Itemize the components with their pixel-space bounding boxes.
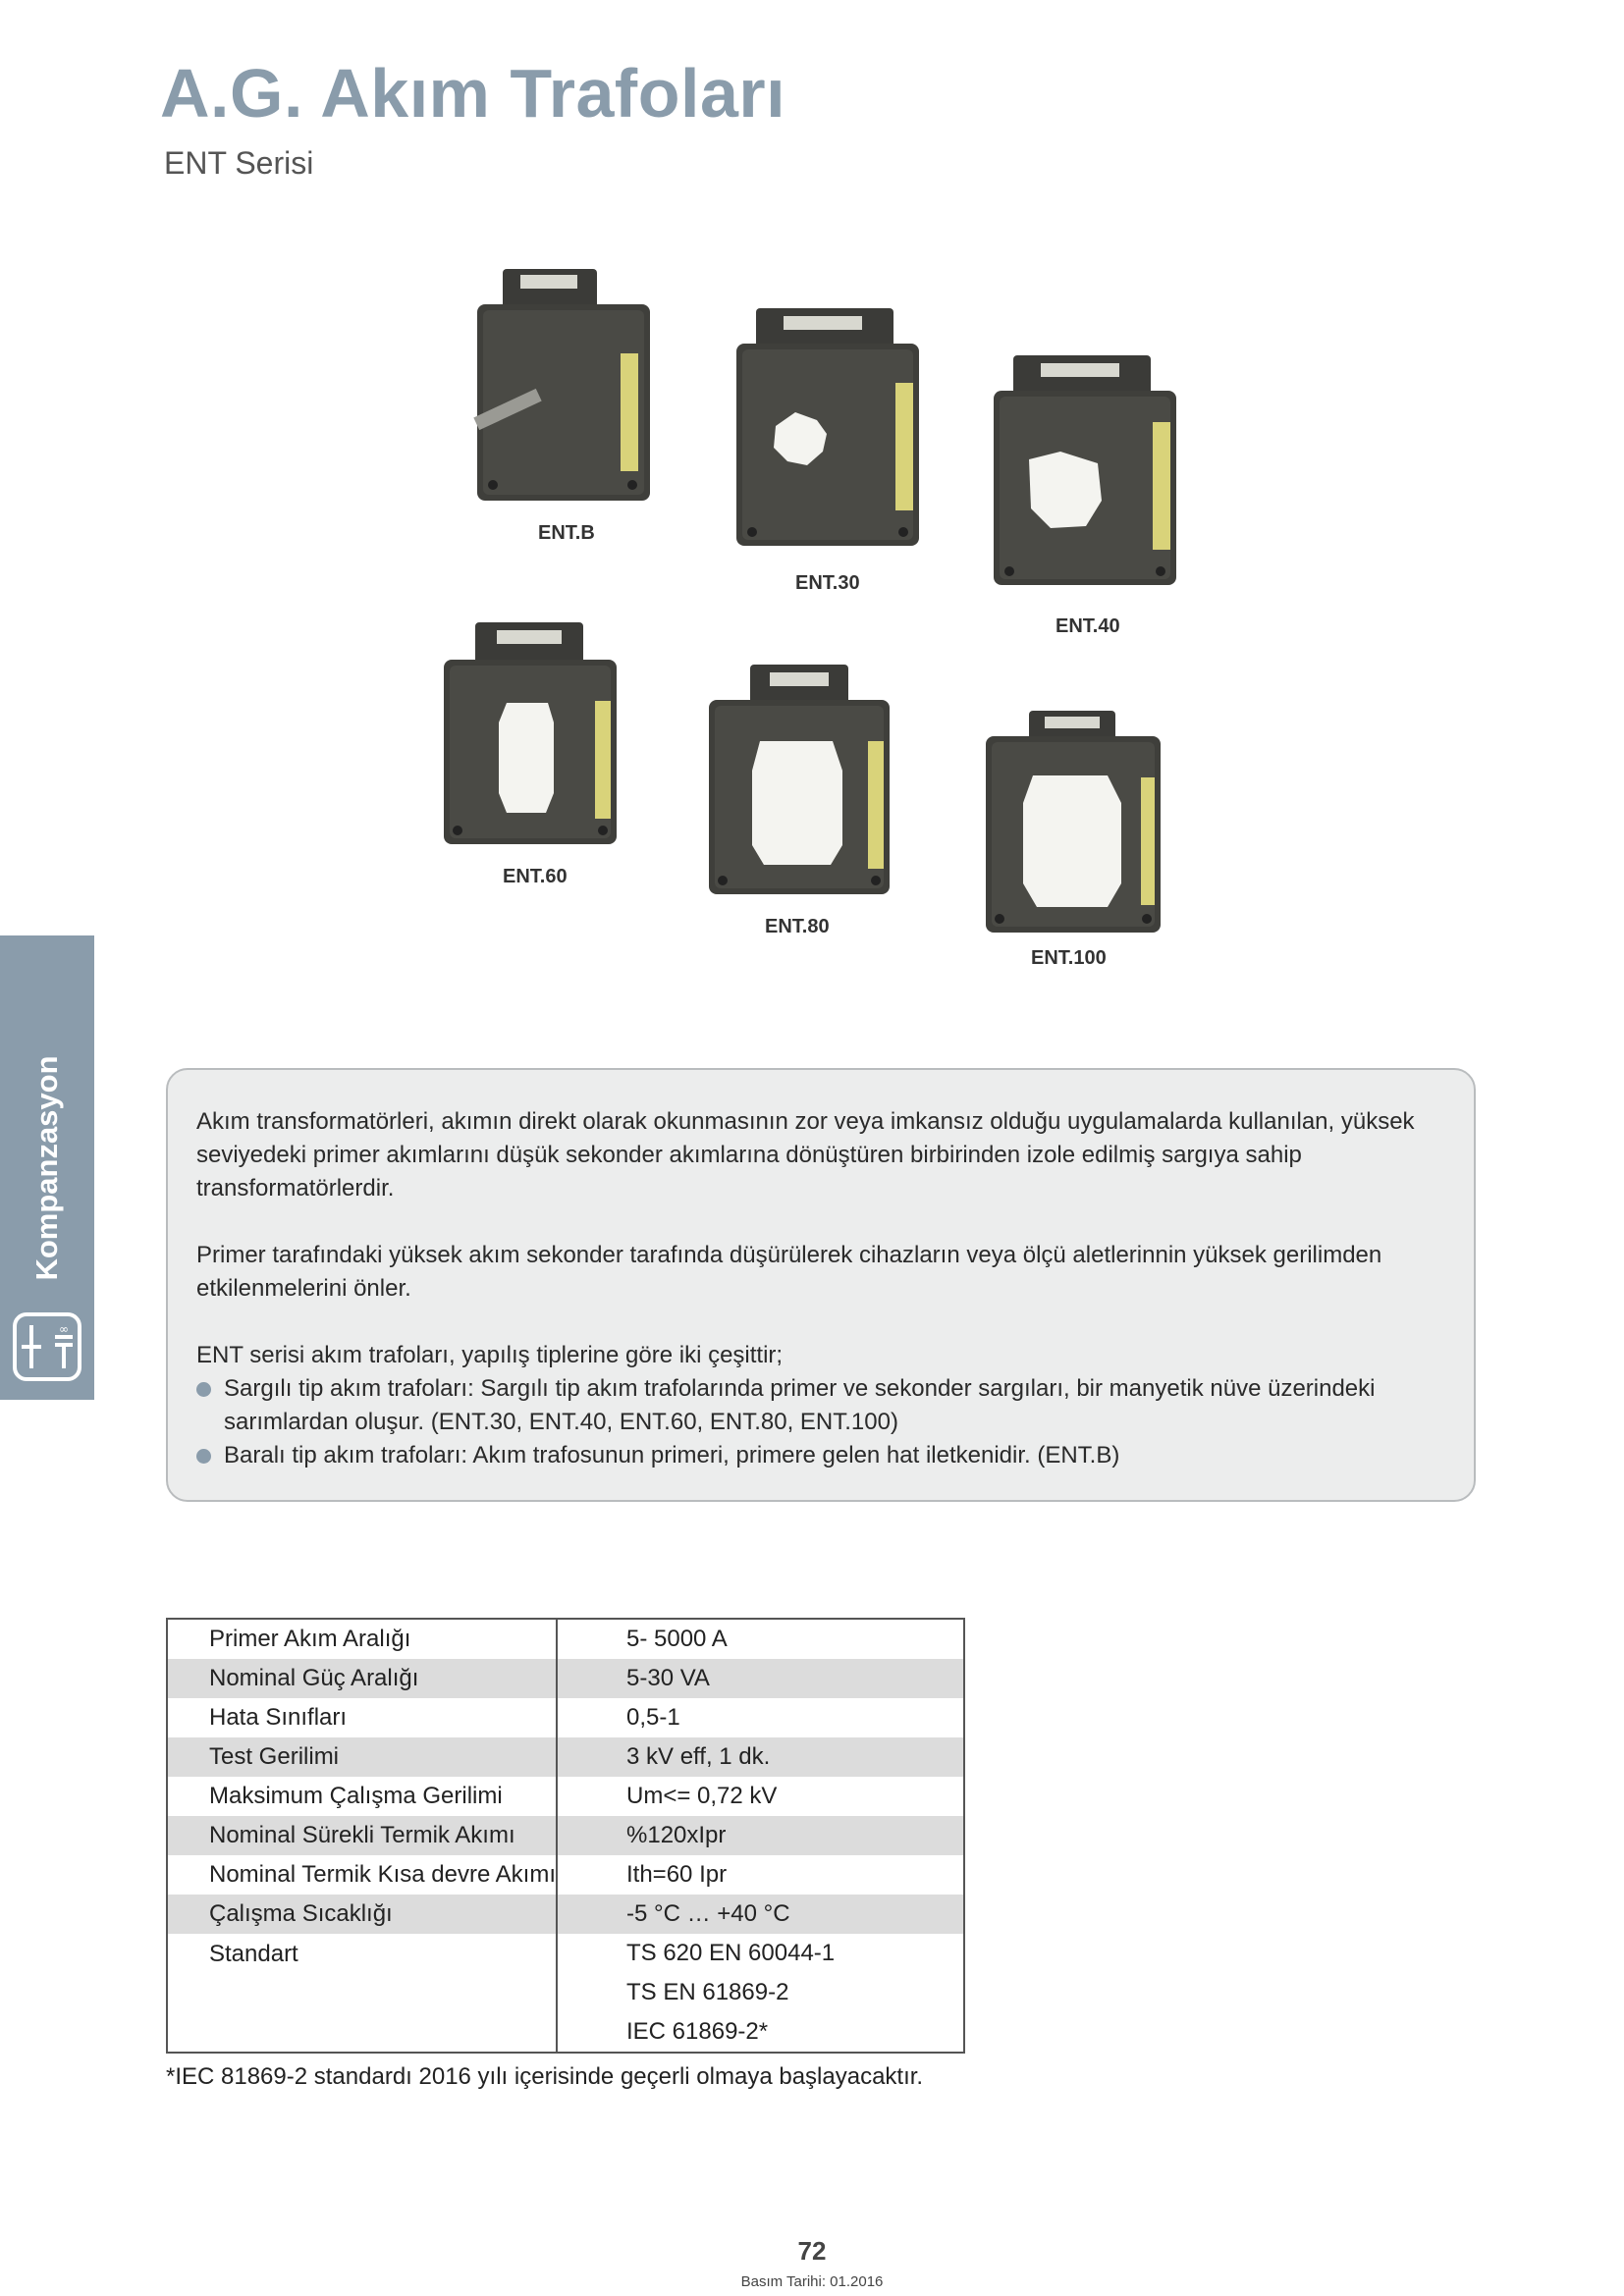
table-footnote: *IEC 81869-2 standardı 2016 yılı içerisinde geçerli olmaya başlayacaktır. bbox=[166, 2063, 924, 2090]
list-item-text: Baralı tip akım trafoları: Akım trafosunun primeri, primere gelen hat iletkenidir. (ENT.B) bbox=[224, 1442, 1120, 1468]
product-ent-60 bbox=[442, 620, 621, 848]
product-label: ENT.80 bbox=[765, 916, 830, 937]
product-label: ENT.B bbox=[538, 522, 595, 544]
product-label: ENT.100 bbox=[1031, 947, 1107, 969]
bullet-icon bbox=[196, 1449, 211, 1464]
current-transformer-image bbox=[984, 709, 1164, 936]
spec-value: -5 °C … +40 °C bbox=[557, 1895, 964, 1934]
spec-value: 5- 5000 A bbox=[626, 1626, 728, 1652]
svg-text:∞: ∞ bbox=[59, 1322, 69, 1336]
spec-value: TS 620 EN 60044-1 bbox=[626, 1940, 836, 1966]
spec-label: Nominal Güç Aralığı bbox=[167, 1659, 557, 1698]
bullet-icon bbox=[196, 1382, 211, 1397]
description-paragraph: ENT serisi akım trafoları, yapılış tiplerine göre iki çeşittir; bbox=[196, 1342, 784, 1368]
table-row bbox=[167, 1816, 964, 1855]
spec-value: TS EN 61869-2 bbox=[626, 1979, 789, 2005]
description-box bbox=[166, 1068, 1476, 1502]
list-item bbox=[196, 1372, 1438, 1439]
page-number: 72 bbox=[797, 2236, 827, 2266]
print-date: Basım Tarihi: 01.2016 bbox=[740, 2273, 884, 2290]
side-tab-label: Kompanzasyon bbox=[29, 1055, 64, 1281]
spec-label: Nominal Sürekli Termik Akımı bbox=[167, 1816, 557, 1855]
table-row bbox=[167, 1855, 964, 1895]
description-paragraph: Primer tarafındaki yüksek akım sekonder tarafında düşürülerek cihazların veya ölçü aletlerinnin yüksek gerilimden etkilenmelerini önler. bbox=[196, 1242, 1382, 1302]
spec-value: Ith=60 Ipr bbox=[626, 1861, 728, 1888]
list-item-text: Sargılı tip akım trafoları: Sargılı tip akım trafolarında primer ve sekonder sargıları, bir manyetik nüve üzerindeki sarımlardan oluşur. (ENT.30, ENT.40, ENT.60, ENT.80, ENT.100) bbox=[224, 1375, 1376, 1435]
spec-table bbox=[166, 1618, 965, 2054]
spec-value: Um<= 0,72 kV bbox=[626, 1783, 778, 1809]
product-label: ENT.30 bbox=[795, 572, 860, 594]
table-row bbox=[167, 1934, 964, 1973]
spec-value: 0,5-1 bbox=[626, 1704, 680, 1731]
product-ent-b bbox=[473, 265, 656, 506]
current-transformer-image bbox=[992, 353, 1180, 589]
spec-label: Çalışma Sıcaklığı bbox=[167, 1895, 557, 1934]
spec-label: Maksimum Çalışma Gerilimi bbox=[167, 1777, 557, 1816]
page-subtitle: ENT Serisi bbox=[164, 145, 314, 181]
list-item bbox=[196, 1439, 1438, 1472]
product-ent-100 bbox=[984, 709, 1164, 936]
table-row bbox=[167, 1895, 964, 1934]
product-ent-40 bbox=[992, 353, 1180, 589]
current-transformer-image bbox=[707, 663, 893, 898]
current-transformer-image bbox=[734, 304, 923, 550]
table-row bbox=[167, 1619, 964, 1659]
product-ent-30 bbox=[734, 304, 923, 550]
table-row bbox=[167, 1698, 964, 1737]
type-list bbox=[196, 1372, 1438, 1472]
table-row bbox=[167, 1659, 964, 1698]
description-paragraph: Akım transformatörleri, akımın direkt olarak okunmasının zor veya imkansız olduğu uygulamalarda kullanılan, yüksek seviyedeki primer akımlarını düşük sekonder akımlarına dönüştüren birbirinden izole edilmiş sargıya sahip transformatörlerdir. bbox=[196, 1108, 1415, 1201]
product-ent-80 bbox=[707, 663, 893, 898]
product-label: ENT.60 bbox=[503, 866, 568, 887]
product-label: ENT.40 bbox=[1056, 615, 1120, 637]
capacitor-icon bbox=[12, 1311, 82, 1382]
spec-value: 5-30 VA bbox=[557, 1659, 964, 1698]
spec-value: %120xIpr bbox=[557, 1816, 964, 1855]
spec-label: Standart bbox=[167, 1934, 557, 2053]
table-row bbox=[167, 1777, 964, 1816]
current-transformer-image bbox=[442, 620, 621, 848]
spec-label: Primer Akım Aralığı bbox=[167, 1619, 557, 1659]
table-row bbox=[167, 1737, 964, 1777]
current-transformer-bar-image bbox=[473, 265, 656, 506]
spec-value: 3 kV eff, 1 dk. bbox=[557, 1737, 964, 1777]
spec-label: Hata Sınıfları bbox=[167, 1698, 557, 1737]
spec-label: Nominal Termik Kısa devre Akımı bbox=[167, 1855, 557, 1895]
page-title: A.G. Akım Trafoları bbox=[160, 55, 786, 132]
spec-value: IEC 61869-2* bbox=[626, 2018, 769, 2045]
spec-label: Test Gerilimi bbox=[167, 1737, 557, 1777]
